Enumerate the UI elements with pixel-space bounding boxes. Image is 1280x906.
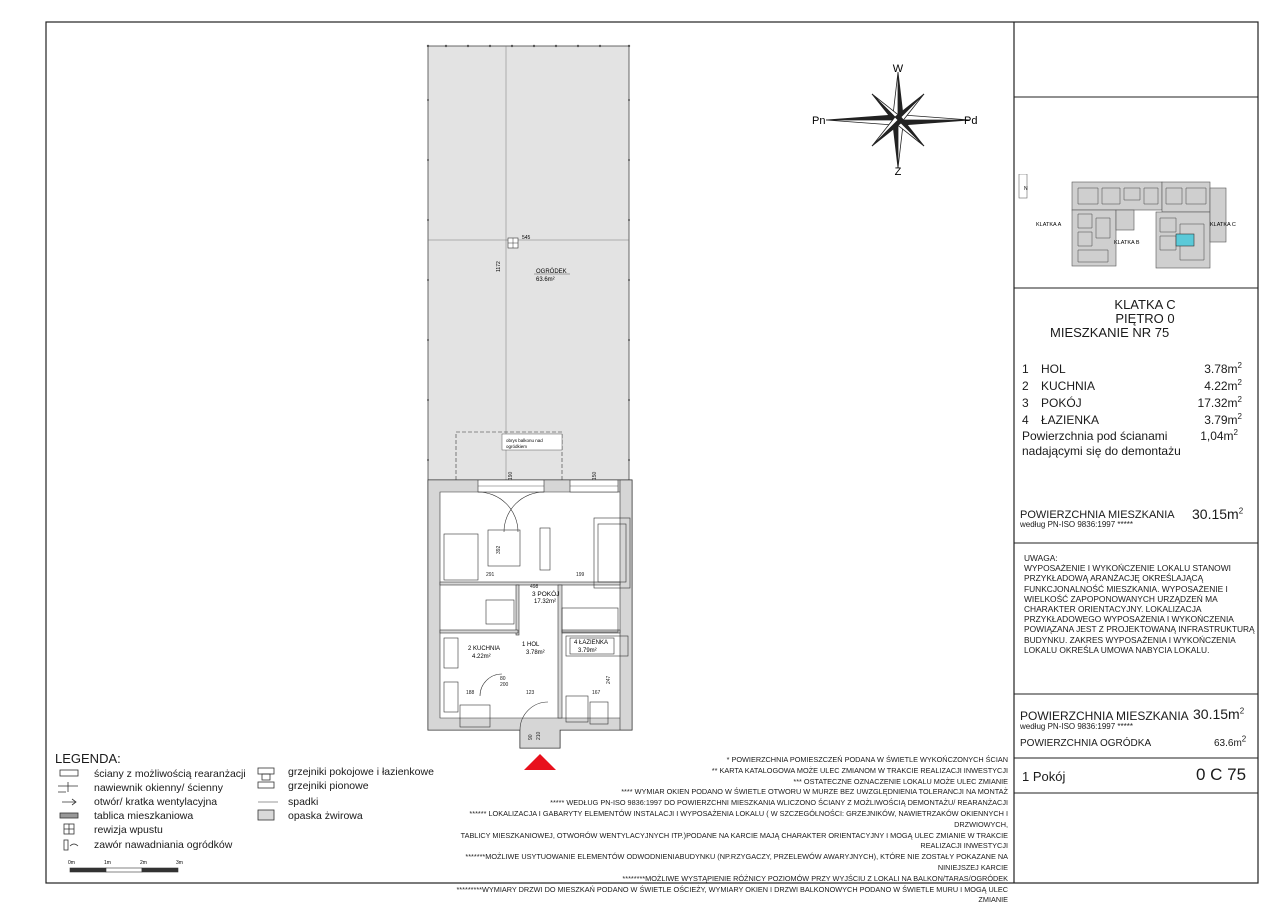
- header-mieszkanie: MIESZKANIE NR 75: [1050, 325, 1170, 340]
- legend-item: ściany z możliwością rearanżacji: [94, 768, 246, 780]
- compass-south: Z: [894, 166, 902, 178]
- demolition-line2: nadającymi się do demontażu: [1022, 444, 1181, 458]
- footnote: *** OSTATECZNE OZNACZENIE LOKALU MOŻE ULEC ZMIANIE: [793, 776, 1008, 786]
- movable-wall-icon: [60, 770, 78, 776]
- ventilation-opening-icon: [62, 799, 76, 805]
- footnote: ***** WEDŁUG PN-ISO 9836:1997 DO POWIERZCHNI MIESZKANIA WLICZONO ŚCIANY Z MOŻLIWOŚCIĄ DEMONTAŻU/ REARANŻACJI: [550, 798, 1008, 808]
- dim-199: 199: [576, 572, 585, 578]
- legend-item: zawór nawadniania ogródków: [94, 839, 233, 851]
- room-row: 3 POKÓJ $17.32m^2$: [1022, 394, 1242, 410]
- rooms-count: 1 Pokój: [1022, 769, 1066, 784]
- room-list: [1022, 360, 1242, 428]
- compass-rose: [810, 58, 980, 180]
- compass-north: W: [892, 63, 904, 75]
- compass-east: Pd: [964, 115, 978, 127]
- footnote: **** WYMIAR OKIEN PODANO W ŚWIETLE OTWORU W MURZE BEZ UWZGLĘDNIENIA TOLERANCJI NA MONTAŻ: [621, 787, 1008, 797]
- vertical-radiator-icon: [258, 782, 274, 788]
- key-plan-label-a: KLATKA A: [1036, 222, 1062, 228]
- garden-label: OGRÓDEK: [536, 269, 567, 275]
- footnote: ****** LOKALIZACJA I GABARYTY ELEMENTÓW INSTALACJI I WYPOSAŻENIA LOKALU ( W SZCZEGÓLNOŚCI: GRZEJNIKÓW, NAWIETRZAKÓW OKIENNYCH I DRZWIOWYCH,: [469, 808, 1008, 829]
- key-plan-label-b: KLATKA B: [1114, 240, 1140, 246]
- legend-item: grzejniki pokojowe i łazienkowe: [288, 766, 434, 778]
- footnote: *********WYMIARY DRZWI DO MIESZKAŃ PODANO W ŚWIETLE OŚCIEŻY, WYMIARY OKIEN I DRZWI BALKONOWYCH PODANO W ŚWIETLE MURU I MOGĄ ULEC ZMIANIE: [456, 884, 1008, 905]
- vent-icon: [58, 782, 78, 792]
- dim-190: 190: [508, 471, 514, 480]
- dim-123: 123: [526, 690, 535, 696]
- room-area-lazienka: 3.79m²: [578, 648, 597, 654]
- svg-text:N: N: [1024, 186, 1028, 192]
- summary-sub: według PN-ISO 9836:1997 *****: [1020, 520, 1133, 529]
- dim-150: 150: [592, 471, 598, 480]
- uwaga-title: UWAGA:: [1024, 553, 1058, 563]
- summary2-value: $30.15m^2$: [1193, 706, 1245, 722]
- footnote: ** KARTA KATALOGOWA MOŻE ULEC ZMIANOM W TRAKCIE REALIZACJI INWESTYCJI: [711, 765, 1008, 775]
- legend-item: grzejniki pionowe: [288, 780, 369, 792]
- dim-90: 90: [528, 734, 534, 740]
- legend-item: tablica mieszkaniowa: [94, 810, 194, 822]
- garden-area-label: POWIERZCHNIA OGRÓDKA: [1020, 738, 1152, 749]
- floor-plan: [420, 40, 650, 780]
- summary-value: $30.15m^2$: [1192, 506, 1244, 522]
- dim-392: 392: [496, 545, 502, 554]
- legend-item: otwór/ kratka wentylacyjna: [94, 796, 218, 808]
- dim-498: 498: [530, 584, 539, 590]
- summary2-label: POWIERZCHNIA MIESZKANIA: [1020, 709, 1189, 723]
- room-row: 1 HOL $3.78m^2$: [1022, 360, 1242, 376]
- footnote: TABLICY MIESZKANIOWEJ, OTWORÓW WENTYLACYJNYCH ITP.)PODANE NA KARCIE MAJĄ CHARAKTER ORIENTACYJNY I MOGĄ ULEC ZMIANIE W TRAKCIE REALIZACJI INWESTYCJI: [460, 830, 1008, 851]
- footnote: * POWIERZCHNIA POMIESZCZEŃ PODANA W ŚWIETLE WYKOŃCZONYCH ŚCIAN: [726, 755, 1008, 764]
- summary2-sub: według PN-ISO 9836:1997 *****: [1020, 722, 1133, 731]
- footnote: *******MOŻLIWE USYTUOWANIE ELEMENTÓW ODWODNIENIABUDYNKU (NP.RZYGACZY, PRZELEWÓW AWARYJNYCH), KTÓRE NIE ZOSTAŁY POKAZANE NA NINIEJSZEJ KARCIE: [465, 852, 1008, 872]
- dim-200: 200: [500, 682, 509, 688]
- room-label-kuchnia: 2 KUCHNIA: [468, 646, 501, 652]
- scale-bar: [70, 868, 178, 872]
- scale-2: 2m: [140, 860, 147, 866]
- dim-80: 80: [500, 676, 506, 682]
- garden-area-value: $63.6m^2$: [1214, 734, 1247, 749]
- dim-167: 167: [592, 690, 601, 696]
- dim-188: 188: [466, 690, 475, 696]
- legend-item: spadki: [288, 796, 319, 808]
- legend-item: rewizja wpustu: [94, 824, 163, 836]
- room-label-hol: 1 HOL: [522, 642, 540, 648]
- footnote: ********MOŻLIWE WYSTĄPIENIE RÓŻNICY POZIOMÓW PRZY WYJŚCIU Z LOKALI NA BALKON/TARAS/OGRÓDEK: [622, 873, 1008, 883]
- room-row: 2 KUCHNIA $4.22m^2$: [1022, 377, 1242, 393]
- legend-item: opaska żwirowa: [288, 810, 363, 822]
- footnotes: [448, 755, 1008, 906]
- irrigation-valve-legend-icon: [64, 840, 68, 850]
- room-label-lazienka: 4 ŁAZIENKA: [574, 640, 609, 646]
- dim-garden-width: 545: [522, 235, 531, 241]
- key-plan-label-c: KLATKA C: [1210, 222, 1236, 228]
- scale-3: 3m: [176, 860, 183, 866]
- apartment-code: 0 C 75: [1196, 765, 1247, 784]
- room-radiator-icon: [258, 768, 274, 774]
- balcony-label-2: ogródkiem: [506, 444, 528, 449]
- garden-area: [428, 46, 629, 482]
- demolition-line1: Powierzchnia pod ścianami: [1022, 429, 1168, 443]
- distribution-board-icon: [60, 813, 78, 818]
- dim-garden-length: 1172: [496, 261, 502, 272]
- legend-item: nawiewnik okienny/ ścienny: [94, 782, 223, 794]
- compass-west: Pn: [812, 115, 826, 127]
- room-row: 4 ŁAZIENKA $3.79m^2$: [1022, 411, 1242, 427]
- balcony-label-1: obrys balkonu nad: [506, 438, 543, 443]
- apartment-header: [1040, 298, 1250, 340]
- room-area-pokoj: 17.32m²: [534, 599, 557, 605]
- summary-label: POWIERZCHNIA MIESZKANIA: [1020, 509, 1175, 521]
- gravel-band-icon: [258, 810, 274, 820]
- dim-247: 247: [606, 675, 612, 684]
- scale-0: 0m: [68, 860, 75, 866]
- uwaga-note: [1024, 553, 1256, 655]
- dim-291: 291: [486, 572, 495, 578]
- header-klatka: KLATKA C: [1114, 297, 1176, 312]
- legend-title: LEGENDA:: [55, 751, 121, 766]
- scale-1: 1m: [104, 860, 111, 866]
- room-area-hol: 3.78m²: [526, 650, 545, 656]
- uwaga-text: WYPOSAŻENIE I WYKOŃCZENIE LOKALU STANOWI PRZYKŁADOWĄ ARANŻACJĘ OKREŚLAJĄCĄ FUNKCJONALNOŚĆ MIESZKANIA. WYPOSAŻENIE I WIELKOŚĆ ZAPOPONOWANYCH URZĄDZEŃ MA CHARAKTER ORIENTACYJNY. LOKALIZACJA PRZYKŁADOWEGO WYPOSAŻENIA I WYKOŃCZENIA POWIĄZANA JEST Z PROJEKTOWANĄ INFRASTRUKTURĄ BUDYNKU. ZAKRES WYPOSAŻENIA I WYKOŃCZENIA LOKALU OKREŚLA UMOWA NABYCIA LOKALU.: [1024, 563, 1255, 655]
- key-plan: [1018, 174, 1254, 284]
- demolition-value: $1,04m^2$: [1200, 428, 1238, 443]
- garden-area-label: 63.6m²: [536, 277, 555, 283]
- demolition-area: [1022, 429, 1244, 459]
- header-pietro: PIĘTRO 0: [1115, 311, 1175, 326]
- room-area-kuchnia: 4.22m²: [472, 654, 491, 660]
- dim-210: 210: [536, 731, 542, 740]
- room-label-pokoj: 3 POKÓJ: [532, 591, 560, 598]
